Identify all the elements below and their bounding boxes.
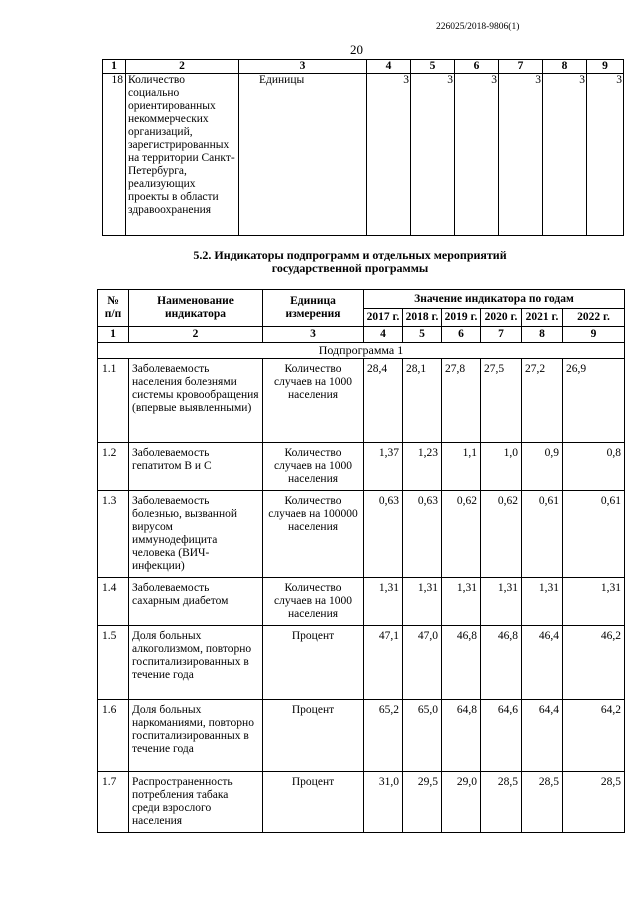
index-cell: 7 [481, 327, 522, 343]
top-table [102, 59, 624, 236]
year-header: 2019 г. [442, 309, 481, 327]
row-number: 1.6 [98, 700, 129, 772]
unit: Количество случаев на 1000 населения [263, 578, 364, 626]
value-cell: 29,0 [442, 772, 481, 833]
value-cell: 3 [587, 74, 624, 236]
year-header: 2021 г. [522, 309, 563, 327]
row-number: 1.5 [98, 626, 129, 700]
col-values-header: Значение индикатора по годам [364, 290, 625, 309]
value-cell: 29,5 [403, 772, 442, 833]
year-header: 2018 г. [403, 309, 442, 327]
value-cell: 46,8 [442, 626, 481, 700]
value-cell: 64,4 [522, 700, 563, 772]
page-number: 20 [350, 42, 363, 57]
index-cell: 5 [403, 327, 442, 343]
value-cell: 3 [499, 74, 543, 236]
indicator-name: Заболеваемость населения болезнями системы кровообращения (впервые выявленными) [129, 359, 263, 443]
value-cell: 65,2 [364, 700, 403, 772]
value-cell: 3 [367, 74, 411, 236]
value-cell: 28,4 [364, 359, 403, 443]
value-cell: 64,2 [563, 700, 625, 772]
year-header: 2017 г. [364, 309, 403, 327]
value-cell: 1,31 [364, 578, 403, 626]
row-number: 1.2 [98, 443, 129, 491]
header-cell: 4 [367, 60, 411, 74]
year-header: 2022 г. [563, 309, 625, 327]
value-cell: 3 [455, 74, 499, 236]
value-cell: 27,8 [442, 359, 481, 443]
index-cell: 3 [263, 327, 364, 343]
header-cell: 8 [543, 60, 587, 74]
value-cell: 1,31 [481, 578, 522, 626]
indicator-name: Доля больных наркоманиями, повторно госпитализированных в течение года [129, 700, 263, 772]
value-cell: 1,31 [563, 578, 625, 626]
table-row [98, 359, 625, 443]
value-cell: 0,63 [364, 491, 403, 578]
header-cell: 6 [455, 60, 499, 74]
value-cell: 1,31 [522, 578, 563, 626]
value-cell: 0,61 [563, 491, 625, 578]
year-header: 2020 г. [481, 309, 522, 327]
value-cell: 1,31 [403, 578, 442, 626]
unit: Процент [263, 626, 364, 700]
unit: Количество случаев на 1000 населения [263, 443, 364, 491]
value-cell: 1,37 [364, 443, 403, 491]
header-row [98, 290, 625, 309]
header-cell: 3 [239, 60, 367, 74]
index-cell: 4 [364, 327, 403, 343]
value-cell: 28,5 [563, 772, 625, 833]
value-cell: 47,1 [364, 626, 403, 700]
unit: Количество случаев на 1000 населения [263, 359, 364, 443]
table-row [98, 700, 625, 772]
indicator-name: Заболеваемость гепатитом В и С [129, 443, 263, 491]
value-cell: 0,8 [563, 443, 625, 491]
table-row [98, 491, 625, 578]
value-cell: 3 [411, 74, 455, 236]
value-cell: 27,5 [481, 359, 522, 443]
value-cell: 46,2 [563, 626, 625, 700]
unit: Процент [263, 700, 364, 772]
value-cell: 64,8 [442, 700, 481, 772]
value-cell: 3 [543, 74, 587, 236]
index-cell: 9 [563, 327, 625, 343]
indicator-name: Заболеваемость сахарным диабетом [129, 578, 263, 626]
section-title-line: государственной программы [271, 261, 429, 275]
row-number: 1.1 [98, 359, 129, 443]
indicator-name: Распространенность потребления табака среди взрослого населения [129, 772, 263, 833]
col-name-header: Наименование индикатора [129, 290, 263, 327]
value-cell: 0,63 [403, 491, 442, 578]
index-cell: 6 [442, 327, 481, 343]
col-unit-header: Единица измерения [263, 290, 364, 327]
value-cell: 27,2 [522, 359, 563, 443]
value-cell: 46,4 [522, 626, 563, 700]
value-cell: 26,9 [563, 359, 625, 443]
index-cell: 2 [129, 327, 263, 343]
table-row [98, 626, 625, 700]
value-cell: 0,9 [522, 443, 563, 491]
value-cell: 0,62 [481, 491, 522, 578]
value-cell: 0,62 [442, 491, 481, 578]
indicators-table [97, 289, 625, 833]
unit: Количество случаев на 100000 населения [263, 491, 364, 578]
section-title-line: 5.2. Индикаторы подпрограмм и отдельных мероприятий [193, 248, 507, 262]
value-cell: 1,23 [403, 443, 442, 491]
row-number: 1.4 [98, 578, 129, 626]
value-cell: 64,6 [481, 700, 522, 772]
value-cell: 65,0 [403, 700, 442, 772]
index-cell: 8 [522, 327, 563, 343]
value-cell: 28,5 [481, 772, 522, 833]
value-cell: 0,61 [522, 491, 563, 578]
header-cell: 2 [126, 60, 239, 74]
value-cell: 28,1 [403, 359, 442, 443]
top-table-header-row [103, 60, 624, 74]
indicator-name: Заболеваемость болезнью, вызванной вирусом иммунодефицита человека (ВИЧ-инфекции) [129, 491, 263, 578]
value-cell: 1,31 [442, 578, 481, 626]
value-cell: 47,0 [403, 626, 442, 700]
value-cell: 31,0 [364, 772, 403, 833]
header-cell: 9 [587, 60, 624, 74]
value-cell: 1,1 [442, 443, 481, 491]
row-number: 1.7 [98, 772, 129, 833]
value-cell: 1,0 [481, 443, 522, 491]
header-cell: 5 [411, 60, 455, 74]
header-cell: 1 [103, 60, 126, 74]
subprogram-title: Подпрограмма 1 [98, 343, 625, 359]
table-row [98, 772, 625, 833]
value-cell: 28,5 [522, 772, 563, 833]
indicator-name: Доля больных алкоголизмом, повторно госпитализированных в течение года [129, 626, 263, 700]
row-number: 1.3 [98, 491, 129, 578]
subprogram-row [98, 343, 625, 359]
value-cell: 46,8 [481, 626, 522, 700]
table-row [98, 578, 625, 626]
section-title [160, 249, 540, 275]
unit: Единицы [239, 74, 367, 236]
table-row [98, 443, 625, 491]
row-number: 18 [103, 74, 126, 236]
unit: Процент [263, 772, 364, 833]
document-id: 226025/2018-9806(1) [436, 22, 520, 32]
indicator-name: Количество социально ориентированных некоммерческих организаций, зарегистрированных на территории Санкт-Петербурга, реализующих проекты в области здравоохранения [126, 74, 239, 236]
col-num-header: № п/п [98, 290, 129, 327]
table-row [103, 74, 624, 236]
column-index-row [98, 327, 625, 343]
index-cell: 1 [98, 327, 129, 343]
header-cell: 7 [499, 60, 543, 74]
